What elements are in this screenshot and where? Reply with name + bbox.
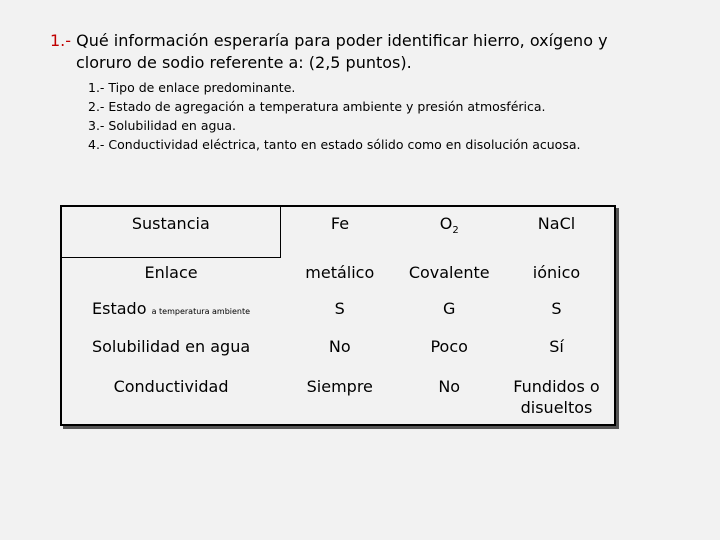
question-text-line2: cloruro de sodio referente a: (2,5 puntos). (76, 53, 412, 72)
cell-solubilidad-fe: No (328, 337, 351, 356)
table-row-estado (61, 296, 615, 332)
cell-conductividad-o2: No (438, 377, 461, 396)
question-heading (50, 30, 690, 74)
list-item: 3.- Solubilidad en agua. (88, 118, 236, 133)
cell-conductividad-nacl (499, 372, 615, 425)
question-items-list (88, 78, 698, 154)
cell-conductividad-nacl-line1: Fundidos o (513, 377, 600, 396)
cell-estado-nacl: S (551, 299, 562, 318)
cell-conductividad-nacl-line2: disueltos (520, 398, 593, 417)
cell-enlace-nacl: iónico (532, 262, 581, 282)
cell-solubilidad-nacl: Sí (549, 337, 564, 356)
label-enlace: Enlace (144, 263, 198, 282)
list-item: 2.- Estado de agregación a temperatura ambiente y presión atmosférica. (88, 99, 546, 114)
table-row-enlace (61, 258, 615, 297)
table-row-header (61, 206, 615, 258)
cell-enlace-o2: Covalente (408, 262, 490, 282)
label-conductividad: Conductividad (113, 377, 229, 396)
label-estado-main: Estado (92, 299, 147, 318)
question-number: 1.- (50, 31, 72, 50)
o2-symbol: O (439, 214, 453, 233)
header-nacl: NaCl (537, 214, 576, 233)
cell-enlace-fe: metálico (305, 262, 375, 282)
table-row-conductividad (61, 372, 615, 425)
header-fe: Fe (330, 214, 350, 233)
question-text-line1: Qué información esperaría para poder identificar hierro, oxígeno y (76, 31, 608, 50)
header-o2 (399, 206, 499, 258)
label-estado-small: a temperatura ambiente (151, 307, 251, 316)
cell-estado-fe: S (334, 299, 345, 318)
table-row-solubilidad (61, 332, 615, 372)
cell-conductividad-fe: Siempre (306, 377, 373, 396)
cell-estado-o2: G (443, 299, 456, 318)
label-solubilidad: Solubilidad en agua (91, 337, 251, 356)
label-estado (61, 296, 280, 332)
substances-table (60, 205, 616, 426)
header-sustancia: Sustancia (61, 206, 280, 258)
o2-subscript: 2 (452, 225, 459, 237)
list-item: 4.- Conductividad eléctrica, tanto en estado sólido como en disolución acuosa. (88, 137, 581, 152)
list-item: 1.- Tipo de enlace predominante. (88, 80, 296, 95)
cell-solubilidad-o2: Poco (430, 337, 468, 356)
